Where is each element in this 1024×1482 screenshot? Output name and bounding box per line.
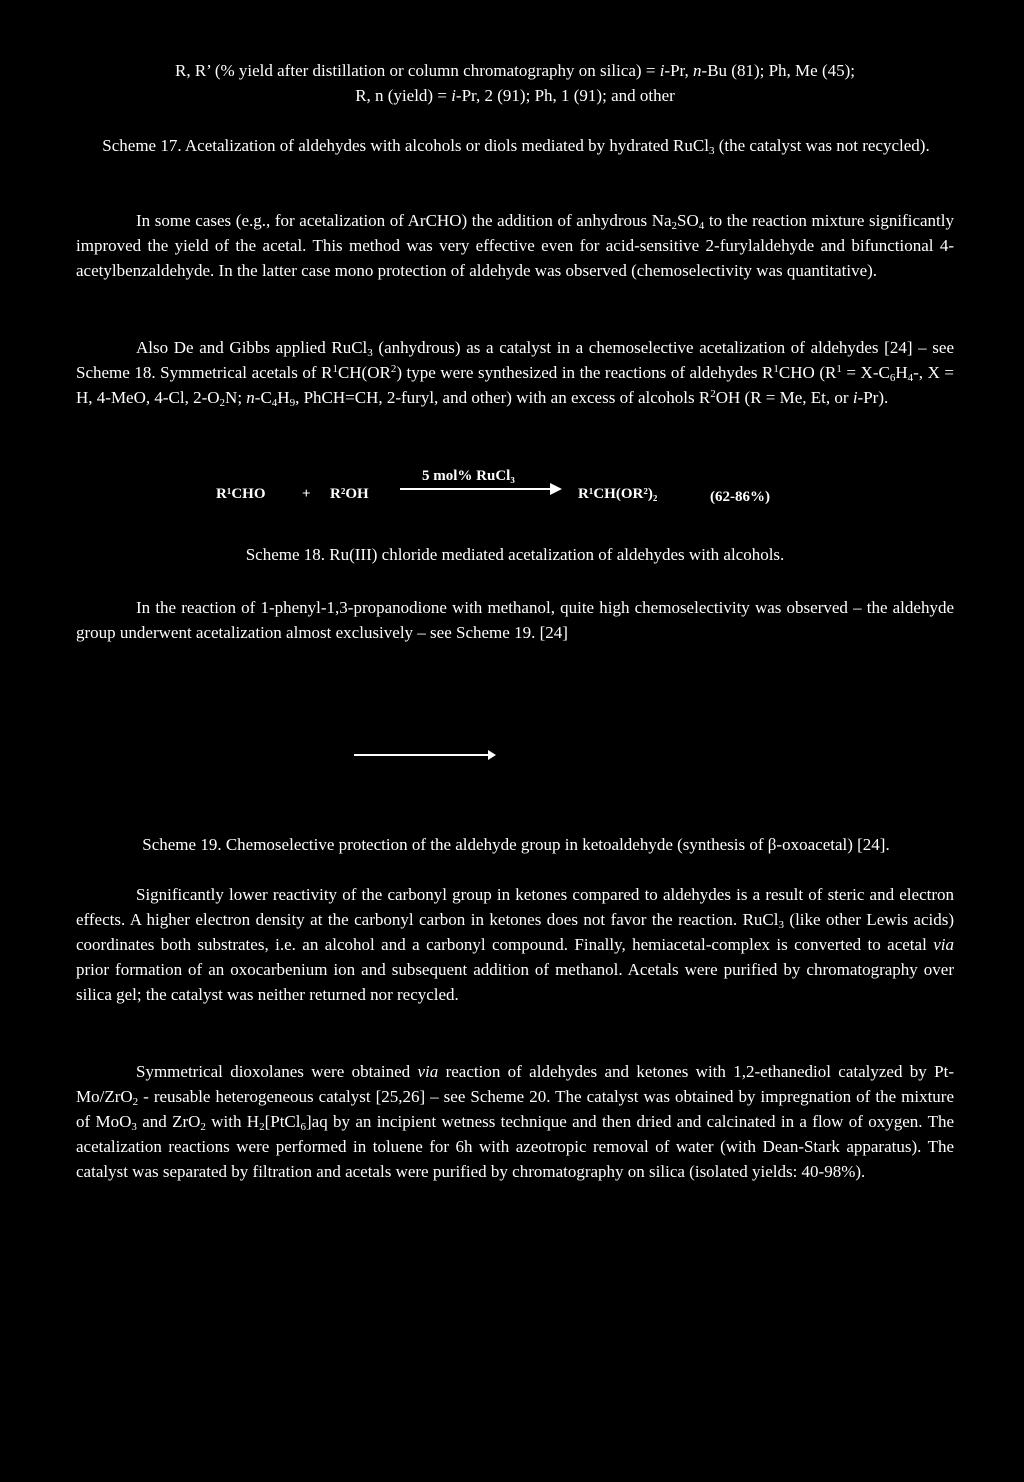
text: SO <box>677 211 699 230</box>
subscript: 4 <box>907 372 914 384</box>
paragraph-1 <box>76 208 954 283</box>
plus-sign: + <box>302 486 311 502</box>
footnote-line-1 <box>76 58 954 83</box>
subscript: 3 <box>131 1121 137 1133</box>
text: OH (R = Me, Et, or <box>715 388 853 407</box>
text: N; <box>225 388 247 407</box>
text: R, n (yield) = <box>355 86 452 105</box>
text: reaction of aldehydes and ketones with 1,2-ethanediol catalyzed by Pt-Mo/ZrO <box>76 1062 954 1106</box>
italic-text: n <box>246 388 255 407</box>
text: -C <box>254 388 272 407</box>
scheme18-reaction <box>216 468 836 516</box>
scheme19-caption: Scheme 19. Chemoselective protection of the aldehyde group in ketoaldehyde (synthesis of β-oxoacetal) [24]. <box>142 835 890 854</box>
arrow-head-icon <box>550 483 562 495</box>
paragraph-4 <box>76 882 954 1007</box>
subscript: 6 <box>889 372 896 384</box>
product-acetal: R¹CH(OR²)₂ <box>578 486 658 502</box>
text: H <box>277 388 290 407</box>
paragraph-5 <box>76 1059 954 1184</box>
subscript: 2 <box>671 220 678 232</box>
subscript: 3 <box>708 145 715 157</box>
text: -Bu (81); Ph, Me (45); <box>701 61 855 80</box>
reaction-condition: 5 mol% RuCl₃ <box>422 468 515 484</box>
text: to the reaction mixture significantly improved the yield of the acetal. This method was very effective even for acid-sensitive 2-furylaldehyde and bifunctional 4-acetylbenzaldehyde. In the latter case mono protection of aldehyde was observed (chemoselectivity was quantitative). <box>76 211 954 280</box>
subscript: 2 <box>219 397 226 409</box>
italic-text: i <box>659 61 665 80</box>
subscript: 2 <box>132 1096 139 1108</box>
italic-text: via <box>933 935 954 954</box>
text: , PhCH=CH, 2-furyl, and other) with an excess of alcohols R <box>295 388 711 407</box>
text: ]aq by an incipient wetness technique and then dried and calcinated in a flow of oxygen. The acetalization reactions were performed in toluene for 6h with azeotropic removal of water (with Dean-Stark apparatus). The catalyst was separated by filtration and acetals were purified by chromatography on silica (isolated yields: 40-98%). <box>76 1112 955 1181</box>
scheme18-caption: Scheme 18. Ru(III) chloride mediated acetalization of aldehydes with alcohols. <box>245 545 785 564</box>
italic-text: via <box>417 1062 439 1081</box>
reactant-alcohol: R²OH <box>330 486 369 502</box>
text: Significantly lower reactivity of the carbonyl group in ketones compared to aldehydes is a result of steric and electron effects. A higher electron density at the carbonyl carbon in ketones does not favor the reaction. RuCl <box>76 885 954 929</box>
subscript: 2 <box>259 1121 265 1133</box>
superscript: 2 <box>390 363 397 375</box>
scheme17-caption <box>96 133 936 158</box>
italic-text: i <box>852 388 858 407</box>
subscript: 4 <box>698 220 705 232</box>
text: R, R’ (% yield after distillation or column chromatography on silica) = <box>175 61 660 80</box>
superscript: 1 <box>836 363 842 375</box>
text: prior formation of an oxocarbenium ion and subsequent addition of methanol. Acetals were purified by chromatography over silica gel; the catalyst was neither returned nor recycled. <box>76 960 954 1004</box>
text: In some cases (e.g., for acetalization of ArCHO) the addition of anhydrous Na <box>136 211 672 230</box>
scheme19-arrow <box>354 754 492 756</box>
superscript: 2 <box>710 388 716 400</box>
subscript: 6 <box>300 1121 306 1133</box>
italic-text: n <box>693 61 702 80</box>
footnote-line-2 <box>76 83 954 108</box>
text: Symmetrical dioxolanes were obtained <box>136 1062 418 1081</box>
text: (the catalyst was not recycled). <box>714 136 930 155</box>
text: = X-C <box>841 363 890 382</box>
subscript: 2 <box>200 1121 206 1133</box>
arrow-head-icon <box>488 750 496 760</box>
text: (like other Lewis acids) coordinates both substrates, i.e. an alcohol and a carbonyl compound. Finally, hemiacetal-complex is converted to acetal <box>76 910 954 954</box>
subscript: 9 <box>289 397 296 409</box>
yield-range: (62-86%) <box>710 489 770 505</box>
paragraph-2 <box>76 335 954 410</box>
text: CHO (R <box>778 363 837 382</box>
text: [PtCl <box>264 1112 301 1131</box>
subscript: 3 <box>367 347 373 359</box>
italic-text: i <box>451 86 456 105</box>
text: Also De and Gibbs applied RuCl <box>136 338 368 357</box>
subscript: 4 <box>271 397 278 409</box>
text: -Pr, 2 (91); Ph, 1 (91); and other <box>455 86 675 105</box>
text: -Pr, <box>664 61 694 80</box>
reactant-aldehyde: R¹CHO <box>216 486 266 502</box>
reaction-arrow <box>400 488 550 490</box>
text: with H <box>205 1112 260 1131</box>
superscript: 1 <box>773 363 779 375</box>
superscript: 1 <box>332 363 338 375</box>
text: H <box>895 363 908 382</box>
scheme17-footnote <box>76 58 954 108</box>
text: CH(OR <box>337 363 391 382</box>
text: Scheme 17. Acetalization of aldehydes with alcohols or diols mediated by hydrated RuCl <box>102 136 709 155</box>
text: -, X = H, 4-MeO, 4-Cl, 2-O <box>76 363 954 407</box>
text: and ZrO <box>136 1112 201 1131</box>
subscript: 3 <box>778 919 784 931</box>
text: -Pr). <box>857 388 889 407</box>
text: ) type were synthesized in the reactions of aldehydes R <box>396 363 774 382</box>
paragraph-3: In the reaction of 1-phenyl-1,3-propanodione with methanol, quite high chemoselectivity was observed – the aldehyde group underwent acetalization almost exclusively – see Scheme 19. [24] <box>76 598 954 642</box>
text: (anhydrous) as a catalyst in a chemoselective acetalization of aldehydes [24] – see Scheme 18. Symmetrical acetals of R <box>76 338 955 382</box>
text: - reusable heterogeneous catalyst [25,26] – see Scheme 20. The catalyst was obtained by impregnation of the mixture of MoO <box>76 1087 954 1131</box>
